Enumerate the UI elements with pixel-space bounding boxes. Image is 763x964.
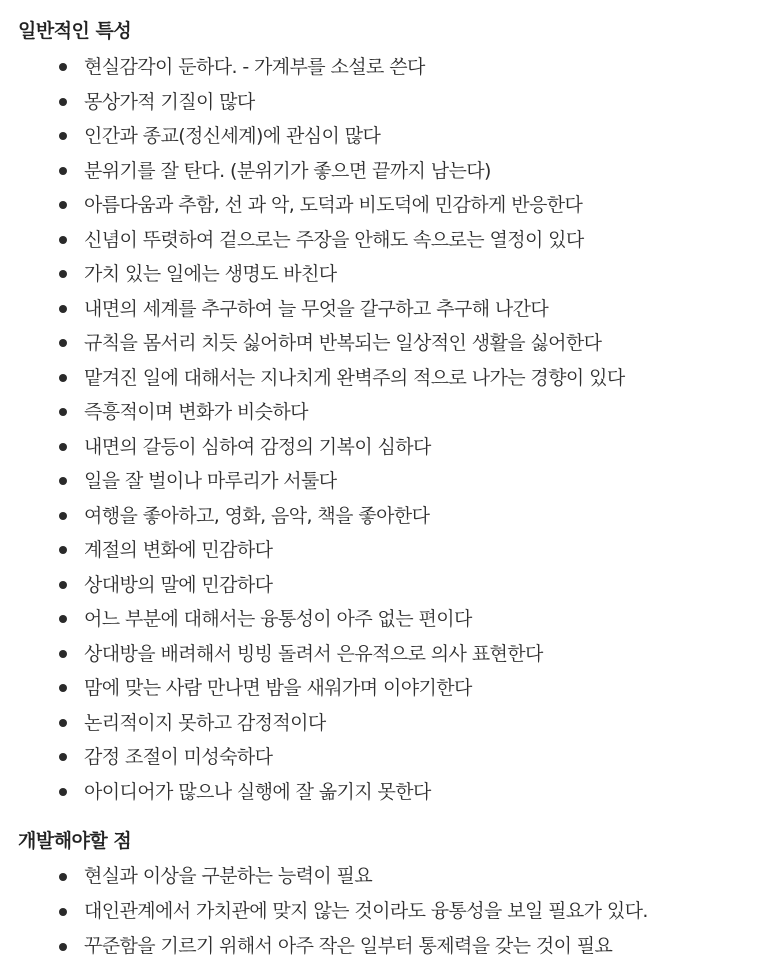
list-item-text: 상대방을 배려해서 빙빙 돌려서 은유적으로 의사 표현한다	[84, 642, 543, 665]
bullet-icon	[59, 788, 67, 796]
bullet-icon	[59, 753, 67, 761]
list-item	[0, 361, 625, 396]
general-traits-list	[0, 50, 625, 809]
list-item-text: 규칙을 몸서리 치듯 싫어하며 반복되는 일상적인 생활을 싫어한다	[84, 332, 602, 354]
list-item	[0, 154, 625, 189]
list-item-text: 일을 잘 벌이나 마루리가 서툴다	[84, 470, 337, 492]
section-title-general-traits: 일반적인 특성	[18, 20, 132, 42]
list-item	[0, 50, 625, 85]
section-title-development-points: 개발해야할 점	[18, 830, 132, 852]
bullet-icon	[59, 512, 67, 520]
list-item-text: 분위기를 잘 탄다. (분위기가 좋으면 끝까지 남는다)	[84, 159, 491, 182]
list-item	[0, 775, 625, 810]
list-item	[0, 395, 625, 430]
bullet-icon	[59, 943, 67, 951]
list-item	[0, 568, 625, 603]
bullet-icon	[59, 650, 67, 658]
bullet-icon	[59, 167, 67, 175]
list-item-text: 맡겨진 일에 대해서는 지나치게 완벽주의 적으로 나가는 경향이 있다	[84, 366, 625, 389]
list-item-text: 내면의 갈등이 심하여 감정의 기복이 심하다	[84, 435, 431, 458]
list-item	[0, 430, 625, 465]
list-item-text: 즉흥적이며 변화가 비슷하다	[84, 401, 308, 423]
list-item	[0, 292, 625, 327]
list-item	[0, 740, 625, 775]
bullet-icon	[59, 581, 67, 589]
development-points-list	[0, 859, 648, 964]
list-item-text: 내면의 세계를 추구하여 늘 무엇을 갈구하고 추구해 나간다	[84, 297, 549, 320]
list-item	[0, 929, 648, 964]
list-item	[0, 119, 625, 154]
list-item-text: 논리적이지 못하고 감정적이다	[84, 711, 326, 734]
list-item	[0, 894, 648, 929]
bullet-icon	[59, 98, 67, 106]
bullet-icon	[59, 719, 67, 727]
bullet-icon	[59, 63, 67, 71]
bullet-icon	[59, 546, 67, 554]
list-item	[0, 859, 648, 894]
list-item	[0, 85, 625, 120]
list-item-text: 현실과 이상을 구분하는 능력이 필요	[84, 865, 373, 887]
list-item-text: 가치 있는 일에는 생명도 바친다	[84, 263, 337, 285]
list-item	[0, 706, 625, 741]
list-item	[0, 533, 625, 568]
list-item-text: 맘에 맞는 사람 만나면 밤을 새워가며 이야기한다	[84, 677, 472, 699]
list-item	[0, 637, 625, 672]
bullet-icon	[59, 908, 67, 916]
list-item-text: 여행을 좋아하고, 영화, 음악, 책을 좋아한다	[84, 504, 430, 527]
list-item-text: 신념이 뚜렷하여 겉으로는 주장을 안해도 속으로는 열정이 있다	[84, 228, 584, 251]
list-item-text: 감정 조절이 미성숙하다	[84, 746, 273, 768]
list-item	[0, 326, 625, 361]
list-item-text: 아름다움과 추함, 선 과 악, 도덕과 비도덕에 민감하게 반응한다	[84, 194, 583, 216]
list-item	[0, 223, 625, 258]
list-item-text: 아이디어가 많으나 실행에 잘 옮기지 못한다	[84, 780, 431, 803]
bullet-icon	[59, 615, 67, 623]
list-item-text: 인간과 종교(정신세계)에 관심이 많다	[84, 125, 381, 147]
list-item-text: 몽상가적 기질이 많다	[84, 90, 255, 113]
bullet-icon	[59, 374, 67, 382]
bullet-icon	[59, 443, 67, 451]
list-item	[0, 602, 625, 637]
list-item	[0, 188, 625, 223]
bullet-icon	[59, 408, 67, 416]
bullet-icon	[59, 339, 67, 347]
list-item-text: 대인관계에서 가치관에 맞지 않는 것이라도 융통성을 보일 필요가 있다.	[84, 900, 648, 922]
list-item-text: 계절의 변화에 민감하다	[84, 539, 273, 561]
bullet-icon	[59, 684, 67, 692]
bullet-icon	[59, 132, 67, 140]
list-item	[0, 464, 625, 499]
list-item-text: 꾸준함을 기르기 위해서 아주 작은 일부터 통제력을 갖는 것이 필요	[84, 935, 613, 957]
bullet-icon	[59, 201, 67, 209]
list-item	[0, 499, 625, 534]
bullet-icon	[59, 236, 67, 244]
list-item	[0, 257, 625, 292]
list-item-text: 현실감각이 둔하다. - 가계부를 소설로 쓴다	[84, 56, 425, 78]
list-item-text: 어느 부분에 대해서는 융통성이 아주 없는 편이다	[84, 608, 472, 630]
bullet-icon	[59, 305, 67, 313]
bullet-icon	[59, 873, 67, 881]
bullet-icon	[59, 270, 67, 278]
bullet-icon	[59, 477, 67, 485]
list-item-text: 상대방의 말에 민감하다	[84, 573, 273, 596]
list-item	[0, 671, 625, 706]
